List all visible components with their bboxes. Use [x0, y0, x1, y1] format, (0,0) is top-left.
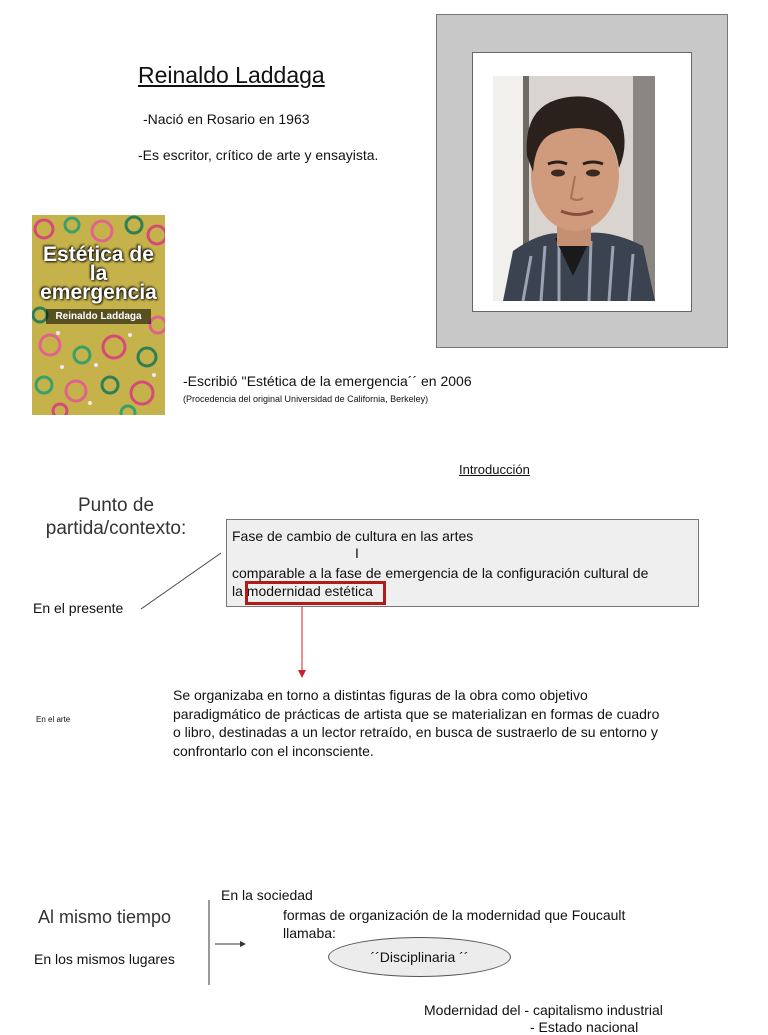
art-paragraph: Se organizaba en torno a distintas figuras de la obra como objetivo paradigmático de prácticas de artista que se materializan en formas de cuadro o libro, destinadas a un lector retraído, en busca de sustraerlo de su entorno y confrontarlo con el inconsciente. — [173, 687, 660, 759]
book-cover-author: Reinaldo Laddaga — [46, 309, 151, 324]
society-arrow-head — [240, 941, 246, 947]
context-box-bar: I — [355, 545, 359, 561]
forms-line2: llamaba: — [283, 925, 336, 941]
intro-heading: Introducción — [459, 462, 530, 477]
disciplinaria-ellipse — [328, 937, 511, 977]
context-box-line3: la modernidad estética — [232, 583, 373, 599]
red-arrow-head — [298, 670, 306, 678]
present-connector-line — [141, 553, 221, 609]
bio-birth: -Nació en Rosario en 1963 — [143, 111, 310, 127]
bio-profession: -Es escritor, crítico de arte y ensayista. — [138, 147, 379, 163]
context-label: Punto de partida/contexto: — [45, 495, 187, 539]
same-time-label: Al mismo tiempo — [38, 907, 172, 927]
source-note: (Procedencia del original Universidad de California, Berkeley) — [183, 394, 429, 404]
book-caption: -Escribió ''Estética de la emergencia´´ en 2006 — [183, 373, 472, 389]
highlighted-term: modernidad estética — [246, 583, 373, 599]
in-society-label: En la sociedad — [221, 887, 313, 903]
context-box-line1: Fase de cambio de cultura en las artes — [232, 528, 474, 544]
book-cover-title: Estética de la emergencia — [40, 243, 157, 304]
forms-line1: formas de organización de la modernidad que Foucault — [283, 907, 626, 923]
bottom-partial-line: - Estado nacional — [530, 1019, 639, 1035]
art-label: En el arte — [36, 715, 71, 724]
present-label: En el presente — [33, 600, 124, 616]
bottom-line: Modernidad del - capitalismo industrial — [424, 1002, 663, 1018]
context-box-line2: comparable a la fase de emergencia de la configuración cultural de — [232, 565, 649, 581]
highlight-box — [245, 581, 386, 605]
page-title: Reinaldo Laddaga — [138, 62, 325, 88]
disciplinaria-text: ´´Disciplinaria ´´ — [370, 949, 469, 965]
same-places-label: En los mismos lugares — [34, 951, 175, 967]
